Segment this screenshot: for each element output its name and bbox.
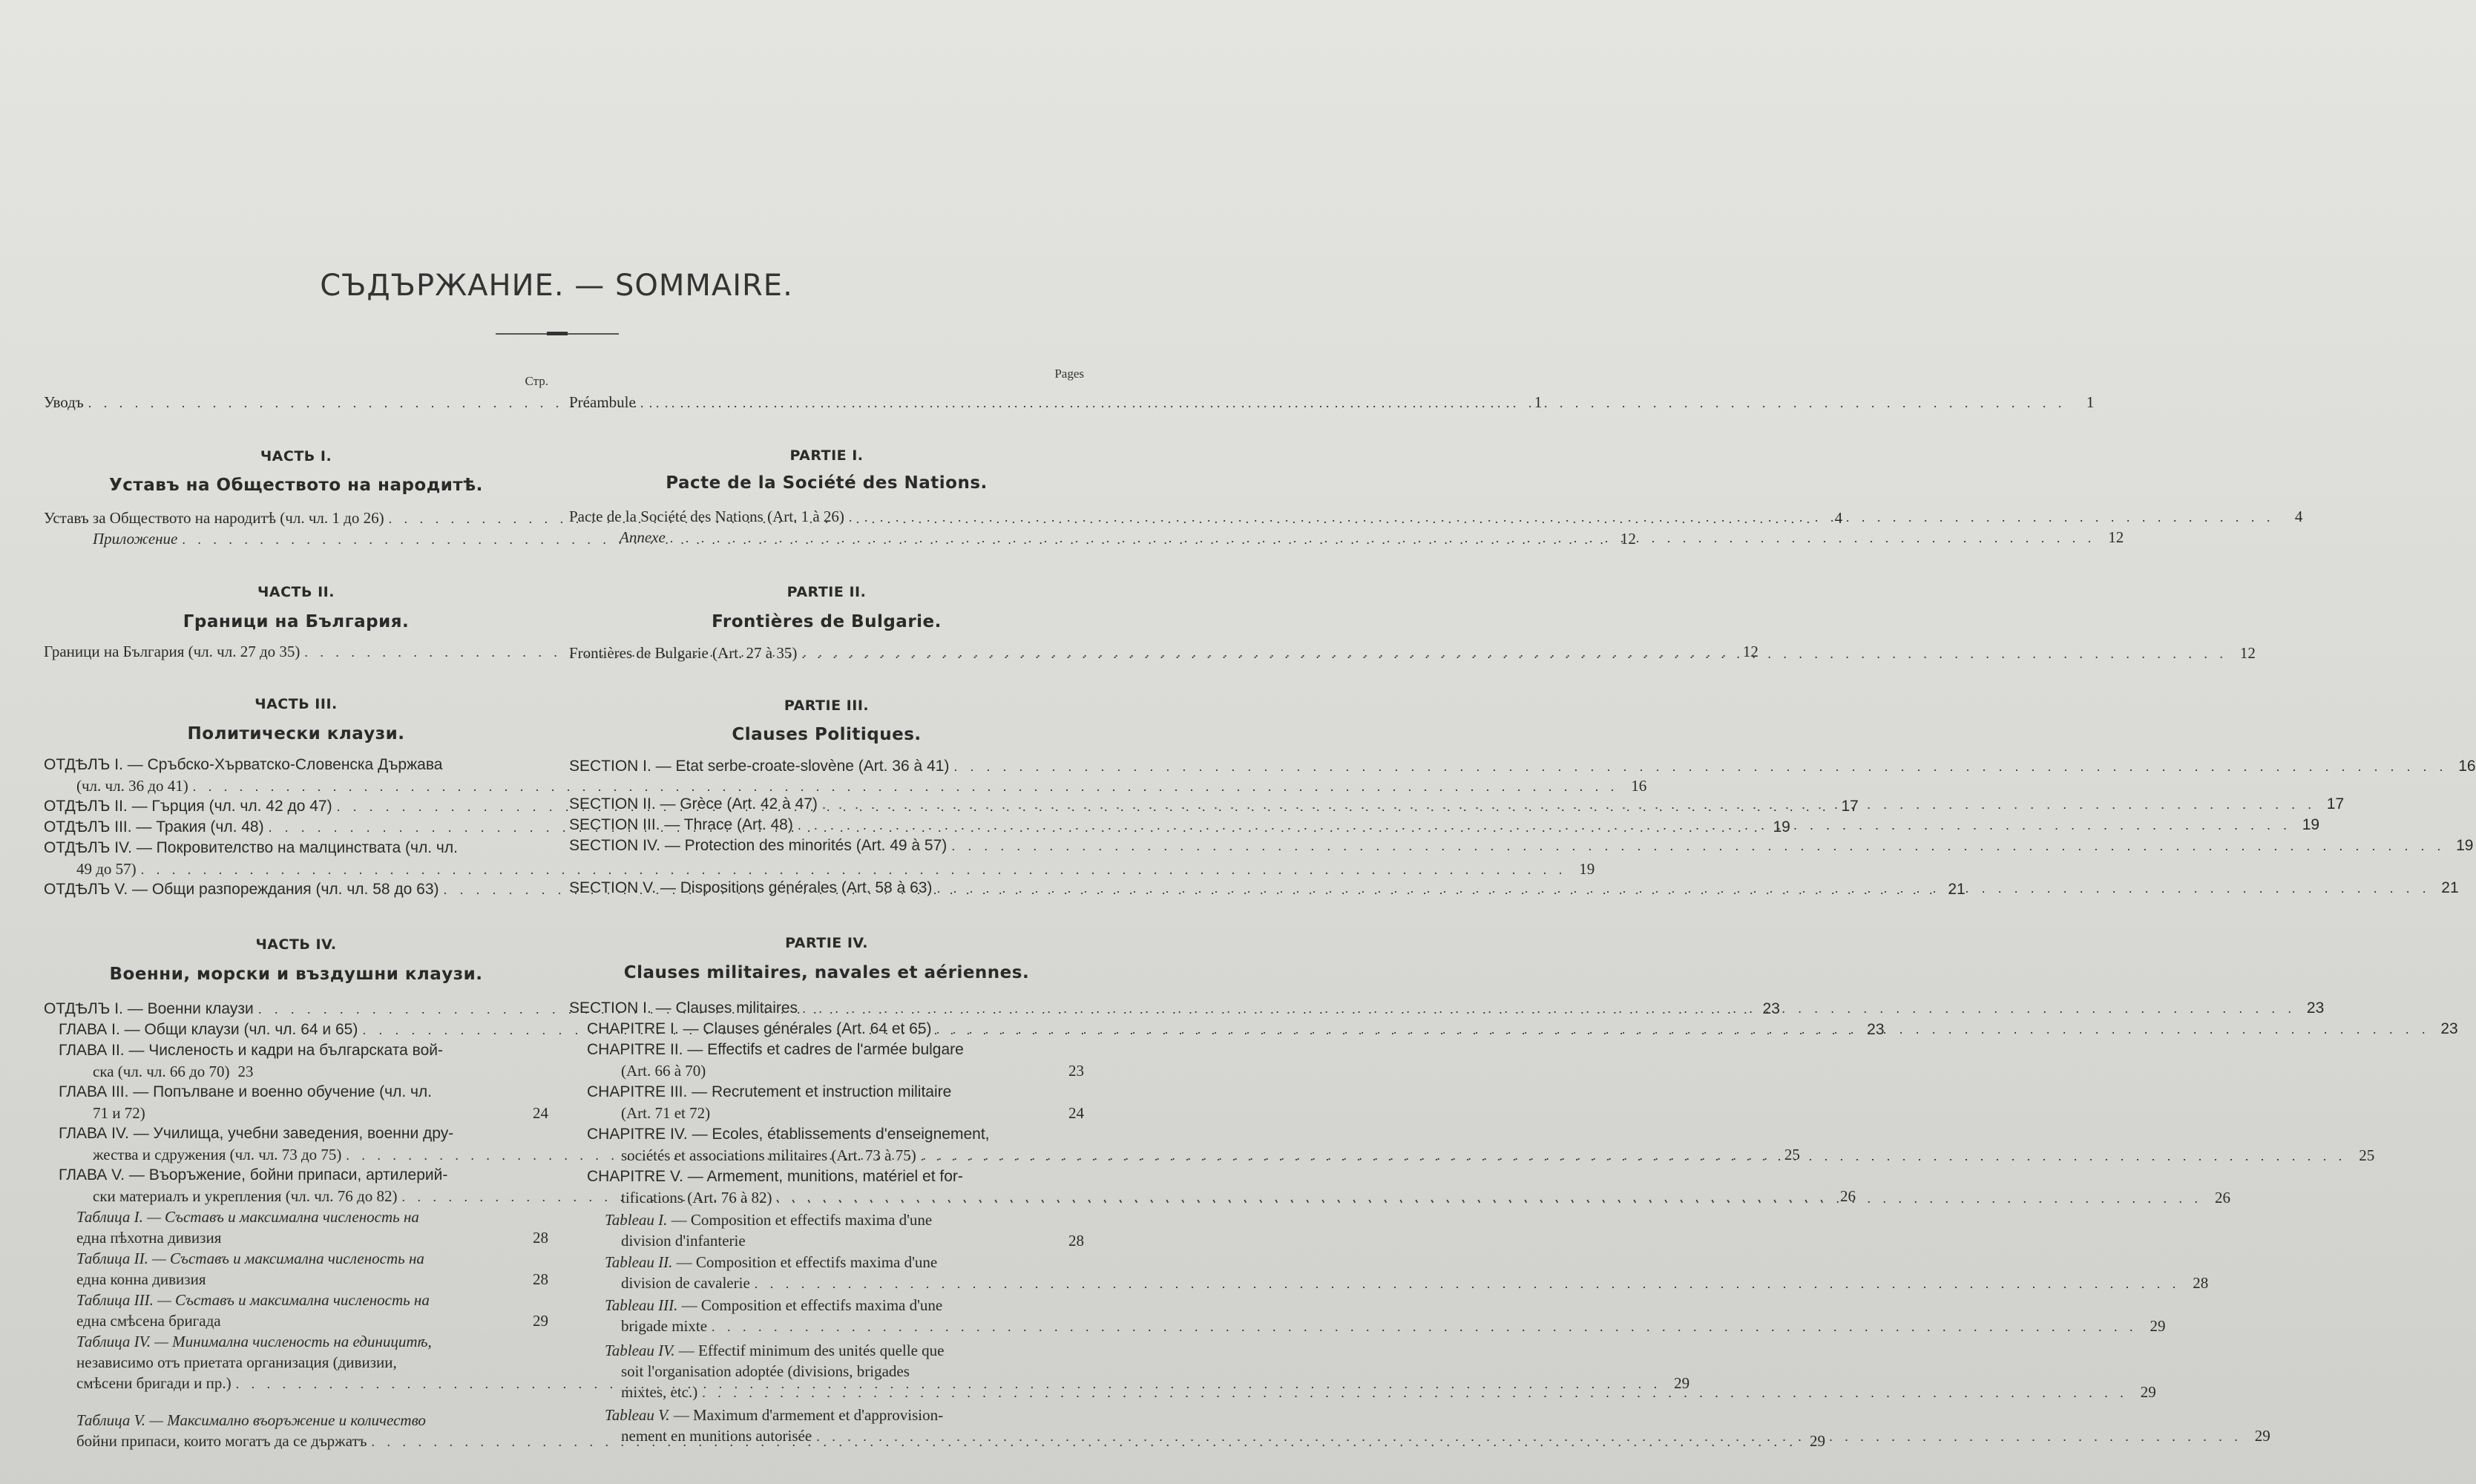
toc-entry-line: Таблица V. — Максимално въоръжение и количество <box>76 1411 426 1429</box>
part-heading: Политически клаузи. <box>187 724 405 743</box>
toc-entry[interactable]: SECTION III. — Thrace (Art. 48) . . . 19 <box>569 815 1084 835</box>
toc-entry[interactable]: SECTION IV. — Protection des minorités (Art. 49 à 57) . . . 19 <box>569 835 1084 856</box>
part-heading: Frontières de Bulgarie. <box>712 612 942 631</box>
toc-entry[interactable]: една пѣхотна дивизия 28 <box>76 1229 548 1247</box>
toc-entry-line: Таблица III. — Съставъ и максимална численость на <box>76 1291 430 1309</box>
toc-entry[interactable]: ГЛАВА I. — Общи клаузи (чл. чл. 64 и 65) . . . 23 <box>44 1020 548 1040</box>
toc-entry[interactable]: смѣсени бригади и пр.) . . . 29 <box>44 1373 548 1394</box>
toc-entry[interactable]: Frontières de Bulgarie (Art. 27 à 35) . . . 12 <box>569 643 1084 664</box>
toc-entry[interactable]: Приложение . . . 12 <box>44 528 548 550</box>
part-heading: Граници на България. <box>183 612 410 631</box>
toc-entry-line: Tableau III. — Composition et effectifs maxima d'une <box>605 1296 943 1314</box>
toc-entry[interactable]: ОТДѢЛЪ II. — Гърция (чл. чл. 42 до 47) . . . 17 <box>44 796 548 817</box>
toc-entry[interactable]: nement en munitions autorisée . . . 29 <box>569 1425 1084 1447</box>
part-label: PARTIE IV. <box>785 935 868 951</box>
toc-entry[interactable]: tifications (Art. 76 à 82) . . . 26 <box>569 1187 1084 1209</box>
toc-entry[interactable]: division de cavalerie . . . 28 <box>569 1273 1084 1294</box>
part-label: ЧАСТЬ II. <box>257 584 335 600</box>
toc-entry[interactable]: ОТДѢЛЪ V. — Общи разпореждания (чл. чл. 58 до 63) . . . 21 <box>44 879 548 900</box>
toc-entry-line: Таблица I. — Съставъ и максимална численость на <box>76 1208 419 1226</box>
toc-entry[interactable]: жества и сдружения (чл. чл. 73 до 75) . . . 25 <box>44 1144 548 1166</box>
toc-entry-line: ГЛАВА IV. — Училища, учебни заведения, военни дру- <box>59 1125 454 1142</box>
part-heading: Clauses Politiques. <box>732 725 922 744</box>
part-label: ЧАСТЬ IV. <box>255 936 337 953</box>
part-label: ЧАСТЬ I. <box>260 448 332 464</box>
toc-entry[interactable]: SECTION II. — Grèce (Art. 42 à 47) . . . 17 <box>569 794 1084 815</box>
toc-entry-preamble[interactable]: Уводъ . . . 1 <box>44 392 548 413</box>
toc-entry[interactable]: mixtes, etc.) . . . 29 <box>569 1382 1084 1403</box>
toc-entry-line: Таблица IV. — Минимална численость на единицитѣ, <box>76 1333 432 1350</box>
toc-entry[interactable]: ска (чл. чл. 66 до 70) 23 <box>93 1063 254 1080</box>
toc-entry[interactable]: Уставъ за Обществото на народитѣ (чл. чл. 1 до 26) . . . 4 <box>44 508 548 529</box>
toc-entry[interactable]: ОТДѢЛЪ I. — Военни клаузи . . . 23 <box>44 999 548 1020</box>
toc-entry[interactable]: SECTION I. — Clauses militaires . . . 23 <box>569 998 1084 1019</box>
part-label: PARTIE III. <box>784 697 870 714</box>
toc-entry[interactable]: Pacte de la Société des Nations (Art. 1 à 26) . . . 4 <box>569 506 1084 528</box>
toc-entry-line: ГЛАВА II. — Численость и кадри на българската вой- <box>59 1042 443 1059</box>
page-title: СЪДЪРЖАНИЕ. — SOMMAIRE. <box>320 269 793 303</box>
toc-entry-line: CHAPITRE IV. — Ecoles, établissements d'enseignement, <box>587 1126 990 1143</box>
part-heading: Pacte de la Société des Nations. <box>666 473 988 493</box>
part-label: PARTIE I. <box>789 447 864 464</box>
toc-entry[interactable]: ОТДѢЛЪ III. — Тракия (чл. 48) . . . 19 <box>44 817 548 838</box>
toc-entry-line: независимо отъ приетата организация (дивизии, <box>76 1353 397 1371</box>
toc-entry-line: CHAPITRE V. — Armement, munitions, matériel et for- <box>587 1168 963 1185</box>
toc-entry-line: Таблица II. — Съставъ и максимална численость на <box>76 1250 424 1267</box>
toc-entry[interactable]: Annexe . . . 12 <box>569 527 1084 548</box>
toc-entry-preamble[interactable]: Préambule . . . 1 <box>569 392 1084 413</box>
toc-entry-line: Tableau IV. — Effectif minimum des unités quelle que <box>605 1342 945 1359</box>
toc-entry-line: CHAPITRE II. — Effectifs et cadres de l'armée bulgare <box>587 1041 964 1058</box>
toc-entry[interactable]: division d'infanterie 28 <box>621 1232 1084 1250</box>
part-heading: Военни, морски и въздушни клаузи. <box>109 965 483 984</box>
toc-entry-line: Tableau I. — Composition et effectifs maxima d'une <box>605 1211 933 1229</box>
part-label: ЧАСТЬ III. <box>255 696 338 712</box>
toc-entry[interactable]: бойни припаси, които могатъ да се държатъ . . . 29 <box>44 1431 548 1452</box>
toc-entry-line: Tableau V. — Maximum d'armement et d'approvision- <box>605 1406 944 1424</box>
pages-header: Pages <box>1054 367 1084 381</box>
part-label: PARTIE II. <box>787 584 867 600</box>
toc-entry[interactable]: SECTION V. — Dispositions générales (Art. 58 à 63) . . . 21 <box>569 878 1084 899</box>
toc-entry[interactable]: 71 и 72) 24 <box>93 1104 548 1122</box>
part-heading: Уставъ на Обществото на народитѣ. <box>109 476 483 495</box>
toc-entry[interactable]: brigade mixte . . . 29 <box>569 1316 1084 1337</box>
toc-entry[interactable]: една конна дивизия 28 <box>76 1270 548 1288</box>
toc-entry-line: Tableau II. — Composition et effectifs maxima d'une <box>605 1253 938 1271</box>
toc-entry-line: ГЛАВА III. — Попълване и военно обучение (чл. чл. <box>59 1083 433 1100</box>
toc-entry-line: ОТДѢЛЪ I. — Сръбско-Хърватско-Словенска Държава <box>44 756 443 773</box>
part-heading: Clauses militaires, navales et aériennes. <box>623 963 1030 982</box>
toc-entry[interactable]: CHAPITRE I. — Clauses générales (Art. 64 et 65) . . . 23 <box>569 1019 1084 1040</box>
toc-entry-line: ГЛАВА V. — Въоръжение, бойни припаси, артилерий- <box>59 1166 448 1183</box>
toc-entry[interactable]: (Art. 66 à 70) 23 <box>621 1062 1084 1080</box>
toc-entry-line: soit l'organisation adoptée (divisions, brigades <box>621 1362 910 1380</box>
toc-entry[interactable]: SECTION I. — Etat serbe-croate-slovène (Art. 36 à 41) . . . 16 <box>569 756 1084 777</box>
toc-entry[interactable]: (чл. чл. 36 до 41) . . . 16 <box>44 775 548 797</box>
toc-entry[interactable]: sociétés et associations militaires (Art. 73 à 75) . . . 25 <box>569 1145 1084 1166</box>
pages-header: Стр. <box>525 374 548 388</box>
toc-entry[interactable]: 49 до 57) . . . 19 <box>44 858 548 880</box>
toc-entry-line: CHAPITRE III. — Recrutement et instruction militaire <box>587 1083 952 1100</box>
toc-entry[interactable]: една смѣсена бригада 29 <box>76 1312 548 1330</box>
title-divider-center <box>547 332 568 335</box>
toc-entry[interactable]: (Art. 71 et 72) 24 <box>621 1104 1084 1122</box>
toc-entry[interactable]: Граници на България (чл. чл. 27 до 35) . . . 12 <box>44 641 548 663</box>
toc-entry[interactable]: ски материалъ и укрепления (чл. чл. 76 до 82) . . . 26 <box>44 1186 548 1207</box>
toc-entry-line: ОТДѢЛЪ IV. — Покровителство на малцинствата (чл. чл. <box>44 839 458 856</box>
